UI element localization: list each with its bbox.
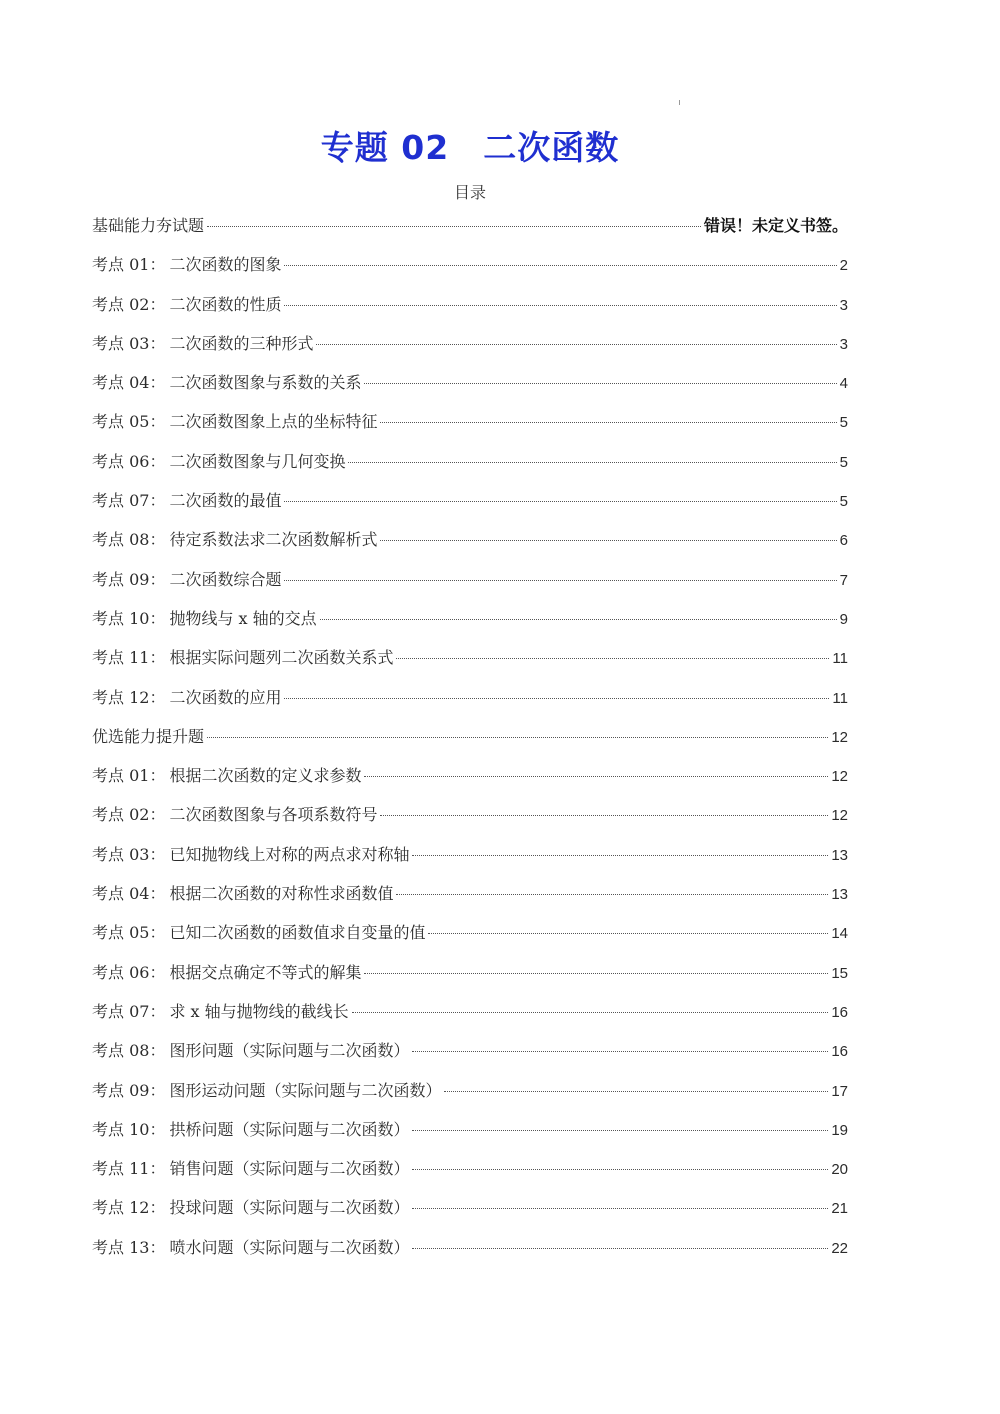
toc-page-number: 5 [839,414,848,432]
toc-entry[interactable] [92,292,848,331]
toc-entry[interactable] [92,920,848,959]
toc-page-number: 14 [831,925,848,943]
toc-entry-label: 考点 03： [92,844,166,864]
toc-entry[interactable] [92,331,848,370]
toc-entry-label: 考点 11： [92,648,166,668]
toc-entry[interactable] [92,724,848,763]
toc-entry-title: 二次函数的图象 [169,255,282,275]
toc-page-number: 21 [831,1200,848,1218]
toc-entry-label: 考点 01： [92,766,166,786]
toc-page-number: 5 [839,453,848,471]
toc-entry-label: 考点 10： [92,1119,166,1139]
toc-entry-label: 考点 08： [92,530,166,550]
toc-entry-title: 已知抛物线上对称的两点求对称轴 [169,844,410,864]
toc-entry-title: 优选能力提升题 [92,726,205,746]
toc-dot-leader [380,540,836,541]
toc-entry[interactable] [92,763,848,802]
toc-entry-title: 二次函数图象与几何变换 [169,451,346,471]
toc-entry-title: 根据二次函数的对称性求函数值 [169,884,394,904]
toc-page-number: 5 [839,493,848,511]
toc-entry[interactable] [92,567,848,606]
toc-dot-leader [207,226,701,227]
toc-dot-leader [316,344,836,345]
toc-entry[interactable] [92,213,848,252]
toc-error-message: 错误！未定义书签。 [703,216,848,235]
toc-dot-leader [207,737,828,738]
toc-entry-title: 已知二次函数的函数值求自变量的值 [169,923,426,943]
toc-page-number: 16 [831,1003,848,1021]
toc-page-number: 20 [831,1161,848,1179]
toc-page-number: 15 [831,964,848,982]
toc-page-number: 12 [831,807,848,825]
toc-entry[interactable] [92,370,848,409]
toc-dot-leader [364,776,828,777]
toc-dot-leader [380,422,836,423]
toc-entry-label: 考点 03： [92,333,166,353]
toc-dot-leader [380,815,828,816]
toc-entry[interactable] [92,802,848,841]
toc-entry[interactable] [92,960,848,999]
toc-page-number: 12 [831,768,848,786]
toc-entry-title: 待定系数法求二次函数解析式 [169,530,378,550]
toc-entry-title: 图形运动问题（实际问题与二次函数） [169,1080,442,1100]
toc-dot-leader [348,462,836,463]
toc-entry[interactable] [92,999,848,1038]
toc-page-number: 17 [831,1082,848,1100]
toc-entry-label: 考点 07： [92,1001,166,1021]
toc-dot-leader [412,1208,828,1209]
toc-entry[interactable] [92,881,848,920]
toc-entry-label: 考点 06： [92,451,166,471]
table-of-contents [92,213,848,1274]
toc-entry[interactable] [92,1117,848,1156]
toc-entry-title: 拱桥问题（实际问题与二次函数） [169,1119,410,1139]
toc-entry-label: 考点 12： [92,687,166,707]
toc-entry[interactable] [92,488,848,527]
toc-entry-title: 二次函数的三种形式 [169,333,314,353]
toc-entry-label: 考点 09： [92,1080,166,1100]
toc-dot-leader [364,383,836,384]
toc-entry[interactable] [92,1156,848,1195]
toc-entry-label: 考点 05： [92,923,166,943]
toc-entry[interactable] [92,1235,848,1274]
toc-entry-label: 考点 06： [92,962,166,982]
toc-page-number: 12 [831,728,848,746]
toc-dot-leader [412,1051,828,1052]
toc-dot-leader [428,933,828,934]
toc-dot-leader [284,698,829,699]
toc-entry-title: 二次函数的应用 [169,687,282,707]
page-tick-mark [679,100,680,105]
toc-entry-title: 喷水问题（实际问题与二次函数） [169,1237,410,1257]
toc-entry-label: 考点 11： [92,1159,166,1179]
toc-entry-title: 根据交点确定不等式的解集 [169,962,362,982]
toc-page-number: 11 [832,689,848,707]
toc-page-number: 6 [839,532,848,550]
toc-entry-label: 考点 10： [92,608,166,628]
toc-entry[interactable] [92,842,848,881]
toc-entry[interactable] [92,1078,848,1117]
toc-entry-title: 根据二次函数的定义求参数 [169,766,362,786]
toc-entry-label: 考点 13： [92,1237,166,1257]
toc-entry[interactable] [92,645,848,684]
toc-entry-title: 基础能力夯试题 [92,216,205,235]
toc-entry-label: 考点 02： [92,805,166,825]
toc-dot-leader [352,1012,829,1013]
toc-dot-leader [320,619,837,620]
toc-page-number: 3 [839,335,848,353]
toc-dot-leader [284,265,836,266]
toc-page-number: 4 [839,375,848,393]
toc-dot-leader [284,305,836,306]
toc-dot-leader [412,1169,828,1170]
toc-entry-label: 考点 12： [92,1198,166,1218]
toc-page-number: 9 [839,610,848,628]
toc-entry-label: 考点 02： [92,294,166,314]
toc-entry-title: 根据实际问题列二次函数关系式 [169,648,394,668]
page-title: 专题 02 二次函数 [320,128,620,167]
toc-dot-leader [284,501,836,502]
toc-entry-title: 二次函数图象与系数的关系 [169,373,362,393]
toc-entry-label: 考点 01： [92,255,166,275]
toc-entry-label: 考点 07： [92,491,166,511]
toc-entry[interactable] [92,527,848,566]
toc-page-number: 11 [832,650,848,668]
toc-page-number: 22 [831,1239,848,1257]
toc-entry[interactable] [92,606,848,645]
toc-entry-title: 抛物线与 x 轴的交点 [169,608,317,628]
toc-dot-leader [284,580,836,581]
toc-entry[interactable] [92,685,848,724]
toc-entry[interactable] [92,1038,848,1077]
toc-entry-label: 考点 04： [92,373,166,393]
toc-dot-leader [396,894,828,895]
toc-page-number: 13 [831,886,848,904]
toc-dot-leader [364,973,828,974]
toc-entry-title: 二次函数的最值 [169,491,282,511]
toc-entry[interactable] [92,449,848,488]
toc-page-number: 7 [839,571,848,589]
toc-dot-leader [412,1248,828,1249]
toc-dot-leader [412,1130,828,1131]
toc-page-number: 2 [839,257,848,275]
toc-entry-title: 销售问题（实际问题与二次函数） [169,1159,410,1179]
toc-entry-title: 求 x 轴与抛物线的截线长 [169,1001,349,1021]
toc-page-number: 19 [831,1121,848,1139]
toc-entry-title: 二次函数的性质 [169,294,282,314]
toc-entry[interactable] [92,252,848,291]
toc-entry[interactable] [92,1195,848,1234]
toc-dot-leader [412,855,828,856]
toc-entry-label: 考点 08： [92,1041,166,1061]
toc-page-number: 13 [831,846,848,864]
toc-entry-title: 二次函数图象上点的坐标特征 [169,412,378,432]
toc-entry-label: 考点 04： [92,884,166,904]
toc-entry-title: 二次函数图象与各项系数符号 [169,805,378,825]
toc-entry-label: 考点 09： [92,569,166,589]
toc-entry-title: 图形问题（实际问题与二次函数） [169,1041,410,1061]
toc-entry-title: 投球问题（实际问题与二次函数） [169,1198,410,1218]
toc-dot-leader [444,1091,828,1092]
toc-entry[interactable] [92,409,848,448]
toc-dot-leader [396,658,829,659]
toc-page-number: 16 [831,1043,848,1061]
toc-entry-title: 二次函数综合题 [169,569,282,589]
toc-page-number: 3 [839,296,848,314]
toc-heading: 目录 [453,183,486,202]
toc-entry-label: 考点 05： [92,412,166,432]
